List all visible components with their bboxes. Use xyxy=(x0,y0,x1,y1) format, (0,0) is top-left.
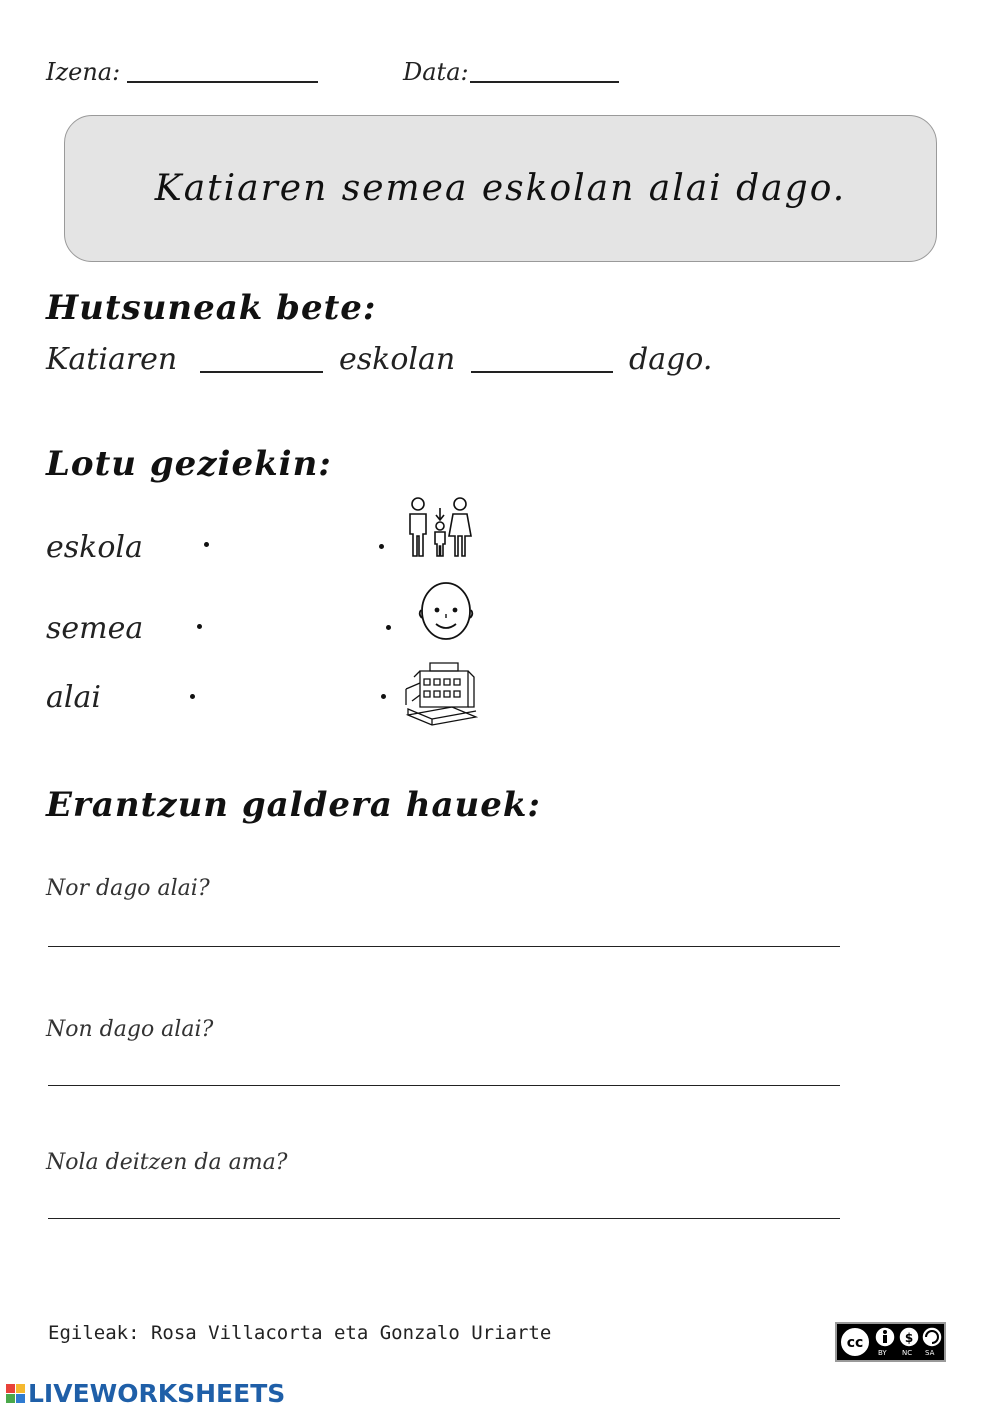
svg-text:cc: cc xyxy=(846,1335,864,1351)
cloze-blank-1[interactable] xyxy=(200,371,323,373)
cloze-part-1: Katiaren xyxy=(46,342,178,377)
question-2: Non dago alai? xyxy=(46,1017,214,1042)
cloze-blank-2[interactable] xyxy=(471,371,613,373)
match-dot-right[interactable] xyxy=(379,544,384,549)
match-heading: Lotu geziekin: xyxy=(46,444,332,484)
match-dot-left[interactable] xyxy=(204,542,209,547)
match-dot-right[interactable] xyxy=(381,694,386,699)
cloze-part-3: dago. xyxy=(629,342,713,377)
authors-credit: Egileak: Rosa Villacorta eta Gonzalo Uriarte xyxy=(48,1322,552,1344)
answer-line-3[interactable] xyxy=(48,1218,840,1219)
sentence-banner xyxy=(64,115,937,262)
match-word-eskola: eskola xyxy=(46,530,143,565)
match-dot-right[interactable] xyxy=(386,625,391,630)
date-field[interactable] xyxy=(470,81,619,83)
banner-sentence: Katiaren semea eskolan alai dago. xyxy=(154,168,847,209)
liveworksheets-logo-icon xyxy=(6,1384,26,1404)
answer-line-1[interactable] xyxy=(48,946,840,947)
school-building-icon xyxy=(404,657,478,729)
question-1: Nor dago alai? xyxy=(46,876,210,901)
cc-label-by: BY xyxy=(878,1349,887,1357)
match-word-alai: alai xyxy=(46,680,101,715)
smiling-face-icon xyxy=(418,580,474,642)
cc-license-badge xyxy=(835,1322,946,1362)
family-pictogram-icon xyxy=(404,494,476,558)
liveworksheets-brand[interactable]: LIVEWORKSHEETS xyxy=(28,1379,286,1408)
answer-line-2[interactable] xyxy=(48,1085,840,1086)
name-label: Izena: xyxy=(46,58,121,86)
svg-text:$: $ xyxy=(904,1331,914,1345)
name-field[interactable] xyxy=(127,81,318,83)
fill-blanks-heading: Hutsuneak bete: xyxy=(46,288,377,328)
match-dot-left[interactable] xyxy=(197,624,202,629)
questions-heading: Erantzun galdera hauek: xyxy=(46,785,541,825)
date-label: Data: xyxy=(403,58,469,86)
match-word-semea: semea xyxy=(46,611,144,646)
question-3: Nola deitzen da ama? xyxy=(46,1150,288,1175)
cloze-part-2: eskolan xyxy=(339,342,456,377)
cc-label-sa: SA xyxy=(925,1349,935,1357)
cc-label-nc: NC xyxy=(902,1349,913,1357)
match-dot-left[interactable] xyxy=(190,694,195,699)
